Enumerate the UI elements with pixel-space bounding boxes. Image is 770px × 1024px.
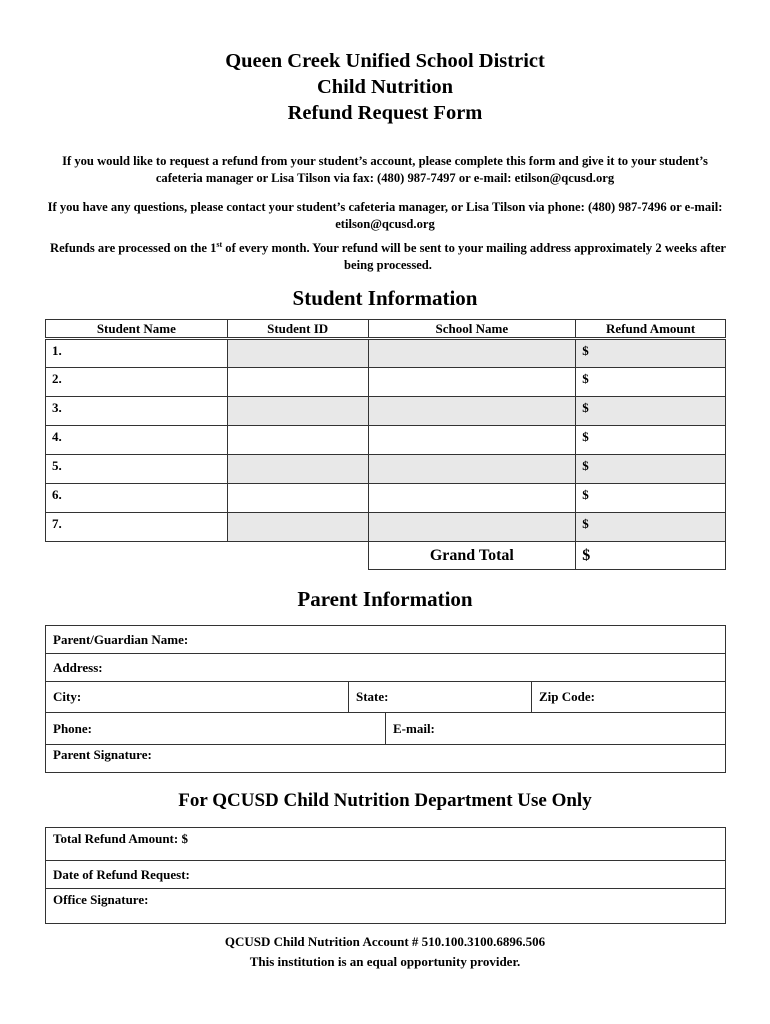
equal-opportunity-statement: This institution is an equal opportunity provider.: [249, 954, 521, 969]
student-name-cell[interactable]: 3.: [46, 397, 228, 426]
form-header: [0, 48, 770, 126]
instruction-paragraph-2: If you have any questions, please contact your student’s cafeteria manager, or Lisa Tilson via phone: (480) 987-7496 or e-mail: etilson@qcusd.org: [47, 200, 723, 231]
district-name: Queen Creek Unified School District: [225, 50, 545, 72]
footer: [0, 932, 770, 972]
email-field[interactable]: [385, 713, 725, 744]
guardian-name-field[interactable]: [46, 626, 725, 654]
office-signature-label: Office Signature:: [53, 892, 149, 907]
table-row: [46, 339, 726, 368]
student-id-cell[interactable]: [227, 339, 368, 368]
student-id-cell[interactable]: [227, 513, 368, 542]
school-name-cell[interactable]: [368, 368, 576, 397]
city-state-zip-row: [46, 682, 725, 713]
student-table: [45, 319, 726, 570]
table-row: [46, 368, 726, 397]
column-header-student-id: Student ID: [227, 320, 368, 339]
school-name-cell[interactable]: [368, 513, 576, 542]
student-name-cell[interactable]: 2.: [46, 368, 228, 397]
refund-date-label: Date of Refund Request:: [53, 866, 190, 882]
refund-amount-cell[interactable]: $: [576, 397, 726, 426]
column-header-school-name: School Name: [368, 320, 576, 339]
table-row: [46, 426, 726, 455]
email-label: E-mail:: [393, 720, 435, 736]
state-label: State:: [356, 689, 389, 704]
parent-information-box: [45, 625, 726, 773]
total-refund-label: Total Refund Amount: $: [53, 831, 188, 846]
student-name-cell[interactable]: 5.: [46, 455, 228, 484]
table-row: [46, 484, 726, 513]
student-name-cell[interactable]: 4.: [46, 426, 228, 455]
table-row: [46, 455, 726, 484]
student-table-header: [46, 320, 726, 339]
column-header-student-name: Student Name: [46, 320, 228, 339]
table-row: [46, 397, 726, 426]
student-id-cell[interactable]: [227, 426, 368, 455]
office-signature-field[interactable]: [46, 889, 725, 923]
guardian-name-label: Parent/Guardian Name:: [53, 631, 189, 647]
department-name: Child Nutrition: [316, 76, 454, 98]
city-label[interactable]: City:: [53, 689, 82, 704]
grand-total-label: Grand Total: [368, 542, 576, 570]
refund-amount-cell[interactable]: $: [576, 484, 726, 513]
state-field[interactable]: [348, 682, 531, 712]
student-name-cell[interactable]: 6.: [46, 484, 228, 513]
refund-amount-cell[interactable]: $: [576, 455, 726, 484]
school-name-cell[interactable]: [368, 339, 576, 368]
parent-information-title: Parent Information: [297, 587, 473, 611]
instruction-paragraph-1: If you would like to request a refund from your student’s account, please complete this form and give it to your student’s cafeteria manager or Lisa Tilson via fax: (480) 987-7497 or e-mail: etilson@qcusd.org: [62, 154, 708, 185]
instruction-paragraph-3: Refunds are processed on the 1st of every month. Your refund will be sent to your mailing address approximately 2 weeks after being processed.: [49, 239, 727, 272]
table-row: [46, 513, 726, 542]
phone-email-row: [46, 713, 725, 745]
address-field[interactable]: [46, 654, 725, 682]
student-id-cell[interactable]: [227, 368, 368, 397]
total-refund-field[interactable]: [46, 828, 725, 861]
student-name-cell[interactable]: 7.: [46, 513, 228, 542]
phone-label[interactable]: Phone:: [53, 720, 92, 736]
grand-total-amount-cell[interactable]: $: [576, 542, 726, 570]
refund-date-field[interactable]: [46, 861, 725, 889]
parent-signature-field[interactable]: [46, 745, 725, 772]
school-name-cell[interactable]: [368, 455, 576, 484]
form-title: Refund Request Form: [287, 102, 483, 124]
refund-amount-cell[interactable]: $: [576, 339, 726, 368]
school-name-cell[interactable]: [368, 484, 576, 513]
student-id-cell[interactable]: [227, 484, 368, 513]
column-header-refund-amount: Refund Amount: [576, 320, 726, 339]
grand-total-row: [46, 542, 726, 570]
student-information-title: Student Information: [292, 286, 478, 310]
school-name-cell[interactable]: [368, 426, 576, 455]
refund-amount-cell[interactable]: $: [576, 513, 726, 542]
address-label: Address:: [53, 659, 103, 675]
refund-amount-cell[interactable]: $: [576, 368, 726, 397]
student-id-cell[interactable]: [227, 397, 368, 426]
school-name-cell[interactable]: [368, 397, 576, 426]
parent-signature-label: Parent Signature:: [53, 747, 152, 762]
student-name-cell[interactable]: 1.: [46, 339, 228, 368]
refund-amount-cell[interactable]: $: [576, 426, 726, 455]
zip-code-field[interactable]: [531, 682, 725, 712]
office-use-title: For QCUSD Child Nutrition Department Use Only: [178, 790, 592, 811]
zip-code-label: Zip Code:: [539, 689, 595, 704]
student-id-cell[interactable]: [227, 455, 368, 484]
account-number: QCUSD Child Nutrition Account # 510.100.3100.6896.506: [224, 934, 546, 949]
office-use-box: [45, 827, 726, 924]
